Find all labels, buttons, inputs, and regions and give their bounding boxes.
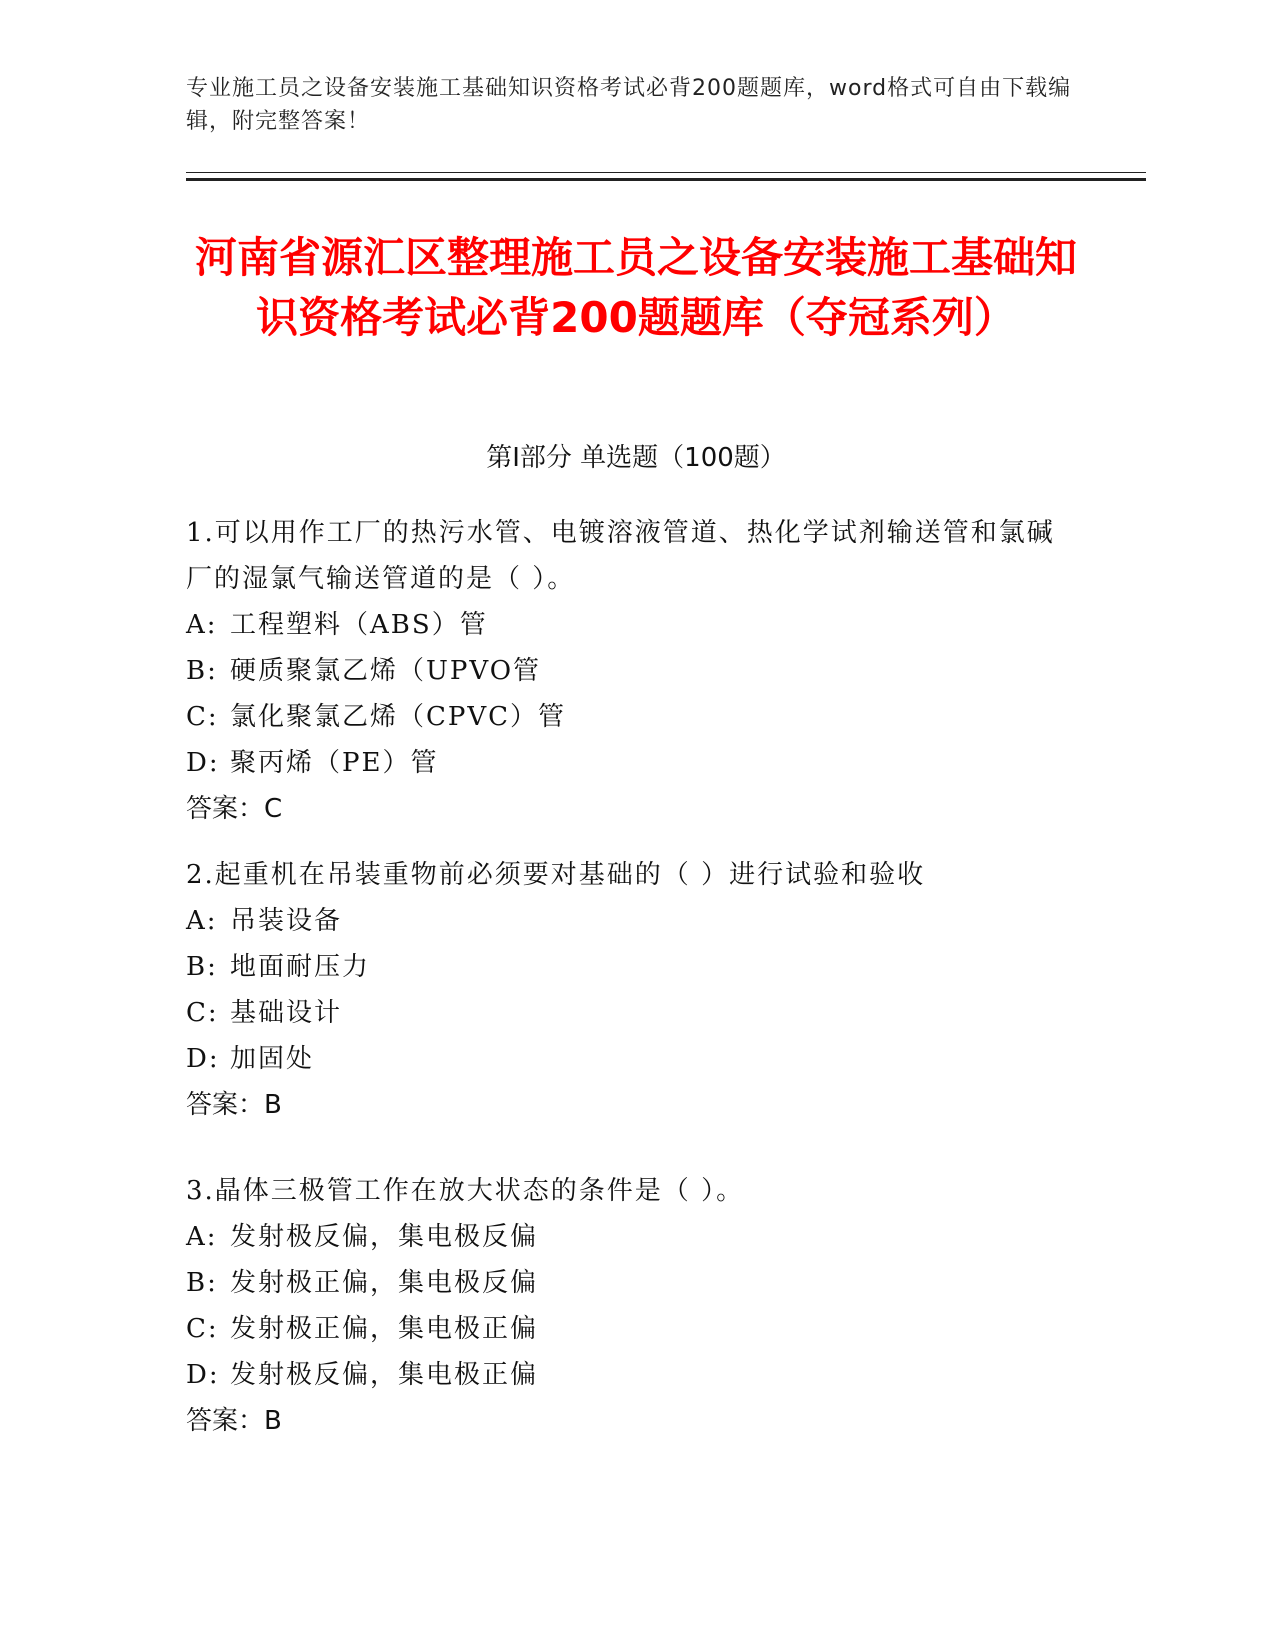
option-letter: B: — [186, 1268, 218, 1298]
option-letter: B: — [186, 952, 218, 982]
option-text: 发射极反偏，集电极正偏 — [230, 1360, 539, 1390]
option-text: 地面耐压力 — [230, 952, 371, 982]
option-letter: C: — [186, 998, 219, 1028]
option-letter: A: — [186, 610, 218, 640]
answer-line: 答案：B — [186, 1406, 282, 1436]
answer-line: 答案：B — [186, 1090, 282, 1120]
question-2 — [186, 852, 1066, 1128]
option-a — [186, 898, 1066, 944]
option-letter: A: — [186, 906, 218, 936]
option-b — [186, 944, 1066, 990]
option-letter: A: — [186, 1222, 218, 1252]
answer-line: 答案：C — [186, 794, 283, 824]
option-letter: D: — [186, 1044, 220, 1074]
question-stem: 1.可以用作工厂的热污水管、电镀溶液管道、热化学试剂输送管和氯碱厂的湿氯气输送管道的是（ ）。 — [186, 518, 1055, 594]
question-1 — [186, 510, 1066, 832]
option-text: 发射极正偏，集电极正偏 — [230, 1314, 539, 1344]
option-c — [186, 694, 1066, 740]
option-b — [186, 1260, 1066, 1306]
option-d — [186, 1036, 1066, 1082]
option-a — [186, 602, 1066, 648]
document-title: 河南省源汇区整理施工员之设备安装施工基础知识资格考试必背200题题库（夺冠系列） — [194, 233, 1077, 342]
section-heading: 第Ⅰ部分 单选题（100题） — [486, 443, 786, 473]
option-c — [186, 1306, 1066, 1352]
option-d — [186, 740, 1066, 786]
question-3 — [186, 1168, 1066, 1444]
option-text: 吊装设备 — [230, 906, 343, 936]
header-note: 专业施工员之设备安装施工基础知识资格考试必背200题题库，word格式可自由下载编辑，附完整答案！ — [186, 76, 1072, 134]
option-d — [186, 1352, 1066, 1398]
option-letter: D: — [186, 748, 220, 778]
option-letter: C: — [186, 702, 219, 732]
option-a — [186, 1214, 1066, 1260]
option-text: 工程塑料（ABS）管 — [230, 610, 488, 640]
header-divider-thin — [186, 172, 1146, 173]
option-text: 发射极反偏，集电极反偏 — [230, 1222, 539, 1252]
option-text: 硬质聚氯乙烯（UPVO管 — [230, 656, 542, 686]
option-letter: B: — [186, 656, 218, 686]
header-divider-thick — [186, 178, 1146, 181]
option-text: 聚丙烯（PE）管 — [230, 748, 439, 778]
option-letter: C: — [186, 1314, 219, 1344]
option-text: 发射极正偏，集电极反偏 — [230, 1268, 539, 1298]
option-text: 加固处 — [230, 1044, 315, 1074]
option-letter: D: — [186, 1360, 220, 1390]
question-stem: 3.晶体三极管工作在放大状态的条件是（ ）。 — [186, 1176, 745, 1206]
option-c — [186, 990, 1066, 1036]
option-b — [186, 648, 1066, 694]
option-text: 基础设计 — [230, 998, 343, 1028]
option-text: 氯化聚氯乙烯（CPVC）管 — [230, 702, 567, 732]
question-stem: 2.起重机在吊装重物前必须要对基础的（ ）进行试验和验收 — [186, 860, 926, 890]
